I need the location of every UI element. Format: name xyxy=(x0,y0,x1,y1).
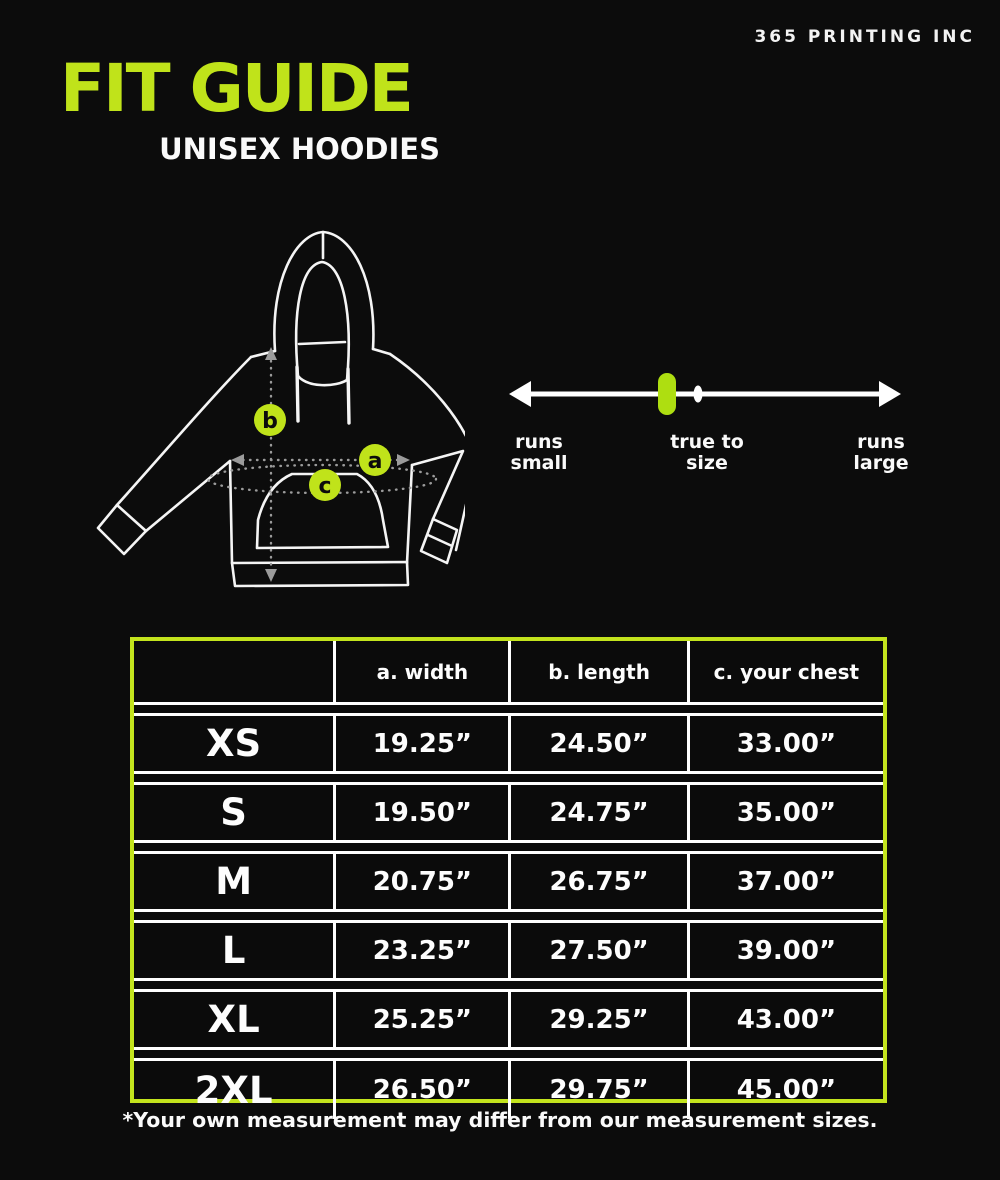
chest-value: 33.00” xyxy=(687,716,883,771)
width-value: 19.50” xyxy=(333,785,508,840)
length-value: 24.50” xyxy=(508,716,686,771)
arrow-right-icon xyxy=(397,454,410,466)
header-chest: c. your chest xyxy=(687,641,883,702)
cuff-right-seam xyxy=(428,535,452,546)
hood-opening-bottom xyxy=(298,376,347,385)
measurement-disclaimer: *Your own measurement may differ from our measurement sizes. xyxy=(122,1108,878,1132)
size-label: 2XL xyxy=(194,1068,273,1112)
title-block xyxy=(60,50,440,166)
length-value: 27.50” xyxy=(508,923,686,978)
brand-name: 365 PRINTING INC xyxy=(754,27,975,47)
cuff-left xyxy=(98,505,146,554)
size-label: M xyxy=(215,860,253,903)
marker-c-label: c xyxy=(318,474,332,499)
marker-b-label: b xyxy=(262,409,278,434)
cuff-left-seam xyxy=(117,505,146,531)
hem-band xyxy=(232,562,408,586)
chest-value: 43.00” xyxy=(687,992,883,1047)
body-right xyxy=(407,465,412,563)
chest-value: 39.00” xyxy=(687,923,883,978)
table-row-m xyxy=(134,851,883,912)
scale-arrow-left-icon xyxy=(509,381,531,407)
scale-marker-true-to-size xyxy=(658,373,676,415)
arrow-down-icon xyxy=(265,569,277,582)
header-size xyxy=(134,641,333,702)
width-value: 19.25” xyxy=(333,716,508,771)
scale-arrow-right-icon xyxy=(879,381,901,407)
fit-scale xyxy=(505,368,909,488)
table-row-s xyxy=(134,782,883,843)
scale-label-runs-large: runs large xyxy=(853,431,909,474)
hood-opening xyxy=(296,262,349,380)
table-header-row xyxy=(134,641,883,705)
chest-value: 45.00” xyxy=(687,1061,883,1119)
scale-label-true-to-size: true to size xyxy=(670,431,744,474)
drawstring-left xyxy=(297,367,298,421)
page-title: FIT GUIDE xyxy=(60,50,412,127)
length-value: 29.25” xyxy=(508,992,686,1047)
marker-a-label: a xyxy=(367,449,383,474)
size-label: XS xyxy=(206,722,262,765)
chest-value: 37.00” xyxy=(687,854,883,909)
length-value: 24.75” xyxy=(508,785,686,840)
arrow-left-icon xyxy=(231,454,244,466)
body-left xyxy=(230,461,232,563)
shoulder-right xyxy=(373,349,390,354)
table-row-xs xyxy=(134,713,883,774)
fit-scale-graphic xyxy=(505,368,905,420)
width-value: 23.25” xyxy=(333,923,508,978)
sleeve-right-outer xyxy=(390,354,465,460)
page-subtitle: UNISEX HOODIES xyxy=(159,132,440,166)
length-value: 26.75” xyxy=(508,854,686,909)
length-value: 29.75” xyxy=(508,1061,686,1119)
size-label: S xyxy=(220,791,247,834)
collar-line xyxy=(299,342,345,344)
hoodie-illustration xyxy=(95,218,465,603)
header-length: b. length xyxy=(508,641,686,702)
width-value: 26.50” xyxy=(333,1061,508,1119)
hoodie-measurement-diagram xyxy=(95,218,465,603)
sleeve-left-inner xyxy=(146,461,230,531)
size-label: L xyxy=(221,929,246,972)
forearm-right-outer xyxy=(456,460,465,550)
scale-label-runs-small: runs small xyxy=(510,431,568,474)
width-value: 20.75” xyxy=(333,854,508,909)
scale-tick-dot xyxy=(694,386,703,403)
drawstring-right xyxy=(348,369,349,423)
forearm-right-inner xyxy=(412,451,463,519)
size-table xyxy=(130,637,887,1112)
table-row-l xyxy=(134,920,883,981)
size-label: XL xyxy=(207,998,260,1041)
header-width: a. width xyxy=(333,641,508,702)
chest-value: 35.00” xyxy=(687,785,883,840)
width-value: 25.25” xyxy=(333,992,508,1047)
table-row-xl xyxy=(134,989,883,1050)
